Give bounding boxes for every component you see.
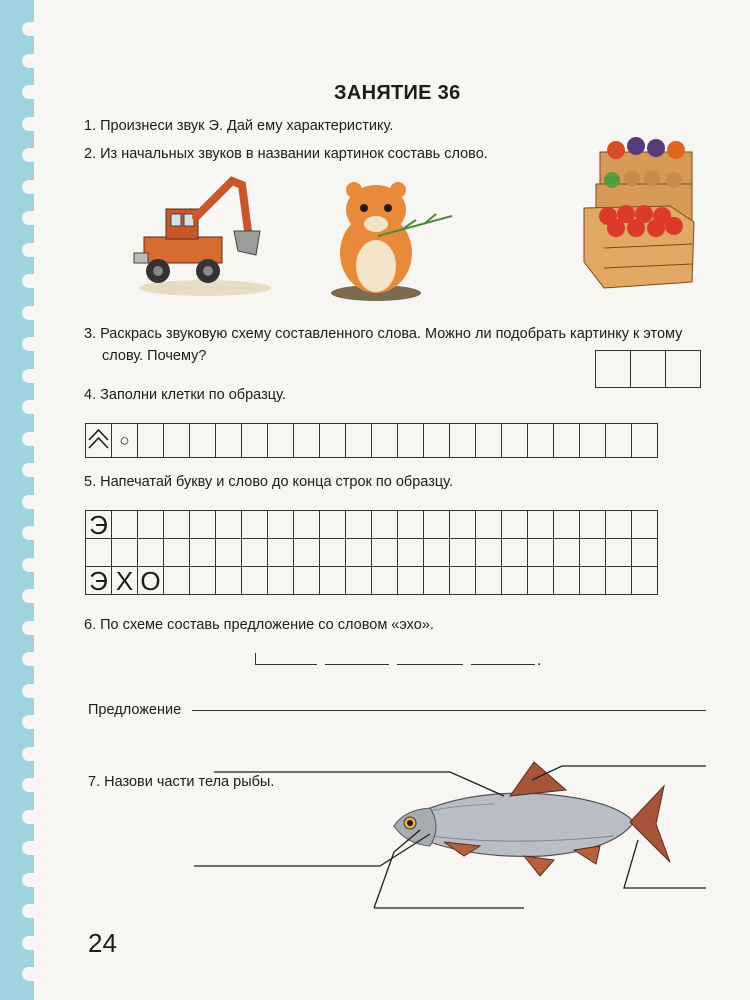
word-sample-letter[interactable]: Э bbox=[86, 567, 112, 595]
print-cell[interactable] bbox=[112, 539, 138, 567]
pattern-cell[interactable] bbox=[294, 424, 320, 458]
sound-scheme-cell[interactable] bbox=[666, 351, 701, 388]
letter-sample[interactable]: Э bbox=[86, 511, 112, 539]
print-cell[interactable] bbox=[528, 567, 554, 595]
excavator-picture bbox=[130, 175, 280, 300]
sentence-answer-line[interactable] bbox=[192, 710, 706, 711]
pattern-cell[interactable] bbox=[606, 424, 632, 458]
print-cell[interactable] bbox=[606, 539, 632, 567]
print-cell[interactable] bbox=[164, 539, 190, 567]
scheme-end-mark: . bbox=[537, 652, 542, 669]
pattern-cell[interactable] bbox=[242, 424, 268, 458]
print-letter-grid[interactable] bbox=[85, 510, 658, 595]
print-cell[interactable] bbox=[320, 539, 346, 567]
print-cell[interactable] bbox=[528, 539, 554, 567]
print-cell[interactable] bbox=[424, 567, 450, 595]
print-cell[interactable] bbox=[424, 539, 450, 567]
spiral-hole bbox=[22, 684, 44, 698]
lesson-title: ЗАНЯТИЕ 36 bbox=[334, 82, 461, 104]
print-cell[interactable] bbox=[502, 511, 528, 539]
print-cell[interactable] bbox=[554, 511, 580, 539]
spiral-hole bbox=[22, 747, 44, 761]
print-cell[interactable] bbox=[294, 539, 320, 567]
pattern-grid[interactable] bbox=[85, 423, 658, 458]
print-cell[interactable] bbox=[424, 511, 450, 539]
print-cell[interactable] bbox=[164, 511, 190, 539]
pattern-cell[interactable] bbox=[86, 424, 112, 458]
print-cell[interactable] bbox=[450, 511, 476, 539]
scheme-word-line bbox=[325, 664, 389, 665]
task-6-text: 6. По схеме составь предложение со словом «эхо». bbox=[84, 617, 434, 633]
print-cell[interactable] bbox=[632, 567, 658, 595]
spiral-hole bbox=[22, 589, 44, 603]
print-cell[interactable] bbox=[294, 567, 320, 595]
pattern-cell[interactable] bbox=[528, 424, 554, 458]
spiral-hole bbox=[22, 117, 44, 131]
print-cell[interactable] bbox=[450, 539, 476, 567]
task-7-text: 7. Назови части тела рыбы. bbox=[88, 774, 275, 790]
pattern-cell[interactable] bbox=[372, 424, 398, 458]
print-cell[interactable] bbox=[398, 567, 424, 595]
spiral-hole bbox=[22, 400, 44, 414]
print-cell[interactable] bbox=[476, 539, 502, 567]
spiral-hole bbox=[22, 243, 44, 257]
print-cell[interactable] bbox=[138, 511, 164, 539]
sound-scheme-cell[interactable] bbox=[631, 351, 666, 388]
print-cell[interactable] bbox=[242, 511, 268, 539]
spiral-hole bbox=[22, 904, 44, 918]
pattern-cell[interactable] bbox=[320, 424, 346, 458]
workbook-page bbox=[44, 0, 750, 1000]
print-cell[interactable] bbox=[398, 539, 424, 567]
scheme-word-line bbox=[255, 664, 317, 665]
spiral-hole bbox=[22, 495, 44, 509]
print-cell[interactable] bbox=[216, 511, 242, 539]
pattern-cell[interactable] bbox=[632, 424, 658, 458]
fish-diagram bbox=[194, 760, 714, 920]
print-cell[interactable] bbox=[632, 511, 658, 539]
print-cell[interactable] bbox=[320, 567, 346, 595]
pattern-cell[interactable] bbox=[476, 424, 502, 458]
print-cell[interactable] bbox=[580, 511, 606, 539]
pattern-cell[interactable] bbox=[164, 424, 190, 458]
print-cell[interactable] bbox=[528, 511, 554, 539]
circle-sample: ○ bbox=[119, 430, 130, 450]
print-cell[interactable] bbox=[450, 567, 476, 595]
print-cell[interactable] bbox=[372, 539, 398, 567]
spiral-hole bbox=[22, 148, 44, 162]
spiral-hole bbox=[22, 715, 44, 729]
spiral-hole bbox=[22, 306, 44, 320]
print-cell[interactable] bbox=[112, 511, 138, 539]
pattern-cell[interactable] bbox=[216, 424, 242, 458]
spiral-hole bbox=[22, 652, 44, 666]
pattern-cell[interactable] bbox=[580, 424, 606, 458]
pattern-cell[interactable] bbox=[268, 424, 294, 458]
spiral-hole bbox=[22, 841, 44, 855]
spiral-hole bbox=[22, 621, 44, 635]
spiral-hole bbox=[22, 873, 44, 887]
print-row bbox=[86, 511, 658, 539]
print-cell[interactable] bbox=[502, 539, 528, 567]
print-cell[interactable] bbox=[476, 567, 502, 595]
pattern-cell[interactable] bbox=[554, 424, 580, 458]
task-3-text-line2: слову. Почему? bbox=[102, 348, 207, 364]
print-cell[interactable] bbox=[502, 567, 528, 595]
word-sample-letter[interactable]: О bbox=[138, 567, 164, 595]
spiral-hole bbox=[22, 526, 44, 540]
print-cell[interactable] bbox=[294, 511, 320, 539]
scheme-word-line bbox=[471, 664, 535, 665]
task-5-text: 5. Напечатай букву и слово до конца строк по образцу. bbox=[84, 474, 453, 490]
sound-scheme-cell[interactable] bbox=[596, 351, 631, 388]
vegetable-crates-picture bbox=[580, 132, 706, 297]
spiral-hole bbox=[22, 274, 44, 288]
print-cell[interactable] bbox=[242, 567, 268, 595]
word-sample-letter[interactable]: Х bbox=[112, 567, 138, 595]
spiral-hole bbox=[22, 558, 44, 572]
pattern-cell[interactable] bbox=[190, 424, 216, 458]
spiral-hole bbox=[22, 369, 44, 383]
print-cell[interactable] bbox=[346, 567, 372, 595]
hamster-picture bbox=[324, 178, 454, 303]
print-cell[interactable] bbox=[190, 539, 216, 567]
pattern-cell[interactable] bbox=[138, 424, 164, 458]
print-cell[interactable] bbox=[190, 511, 216, 539]
spiral-hole bbox=[22, 22, 44, 36]
print-cell[interactable] bbox=[398, 511, 424, 539]
print-cell[interactable] bbox=[554, 539, 580, 567]
print-cell[interactable] bbox=[268, 539, 294, 567]
task-2-text: 2. Из начальных звуков в названии картинок составь слово. bbox=[84, 146, 488, 162]
spiral-hole bbox=[22, 432, 44, 446]
chevron-up-icon bbox=[86, 424, 111, 452]
spiral-hole bbox=[22, 180, 44, 194]
print-cell[interactable] bbox=[268, 567, 294, 595]
pattern-cell[interactable] bbox=[112, 424, 138, 458]
print-cell[interactable] bbox=[606, 511, 632, 539]
task-1-text: 1. Произнеси звук Э. Дай ему характеристику. bbox=[84, 118, 394, 134]
pattern-cell[interactable] bbox=[450, 424, 476, 458]
print-cell[interactable] bbox=[346, 539, 372, 567]
page-number: 24 bbox=[88, 928, 117, 958]
pattern-cell[interactable] bbox=[398, 424, 424, 458]
print-cell[interactable] bbox=[242, 539, 268, 567]
scheme-word-line bbox=[397, 664, 463, 665]
spiral-hole bbox=[22, 967, 44, 981]
print-cell[interactable] bbox=[632, 539, 658, 567]
print-cell[interactable] bbox=[164, 567, 190, 595]
spiral-hole bbox=[22, 337, 44, 351]
pattern-cell[interactable] bbox=[502, 424, 528, 458]
spiral-hole bbox=[22, 54, 44, 68]
spiral-hole bbox=[22, 810, 44, 824]
print-row bbox=[86, 539, 658, 567]
print-cell[interactable] bbox=[86, 539, 112, 567]
print-cell[interactable] bbox=[320, 511, 346, 539]
print-cell[interactable] bbox=[216, 567, 242, 595]
capital-mark bbox=[255, 653, 256, 664]
print-cell[interactable] bbox=[138, 539, 164, 567]
print-cell[interactable] bbox=[580, 567, 606, 595]
print-cell[interactable] bbox=[190, 567, 216, 595]
pattern-cell[interactable] bbox=[424, 424, 450, 458]
task-3-text-line1: 3. Раскрась звуковую схему составленного слова. Можно ли подобрать картинку к этому bbox=[84, 326, 683, 342]
sentence-label: Предложение bbox=[88, 702, 182, 718]
spiral-hole bbox=[22, 211, 44, 225]
spiral-hole bbox=[22, 936, 44, 950]
sound-scheme-grid[interactable] bbox=[595, 350, 701, 388]
print-cell[interactable] bbox=[580, 539, 606, 567]
print-cell[interactable] bbox=[372, 567, 398, 595]
spiral-hole bbox=[22, 463, 44, 477]
print-cell[interactable] bbox=[554, 567, 580, 595]
print-cell[interactable] bbox=[216, 539, 242, 567]
print-row bbox=[86, 567, 658, 595]
spiral-hole bbox=[22, 778, 44, 792]
spiral-hole bbox=[22, 85, 44, 99]
print-cell[interactable] bbox=[346, 511, 372, 539]
print-cell[interactable] bbox=[476, 511, 502, 539]
task-4-text: 4. Заполни клетки по образцу. bbox=[84, 387, 286, 403]
print-cell[interactable] bbox=[606, 567, 632, 595]
spiral-binding bbox=[0, 0, 34, 1000]
pattern-cell[interactable] bbox=[346, 424, 372, 458]
print-cell[interactable] bbox=[372, 511, 398, 539]
print-cell[interactable] bbox=[268, 511, 294, 539]
